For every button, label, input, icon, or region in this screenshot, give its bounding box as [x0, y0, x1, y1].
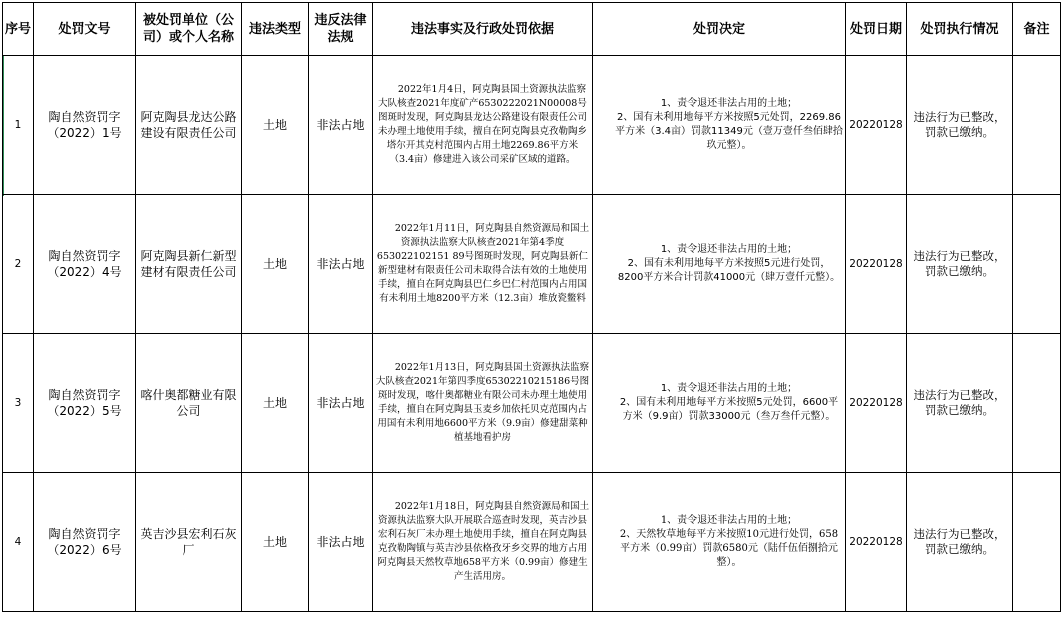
cell-seq[interactable]: 4	[3, 473, 34, 612]
decision-line-2: 2、国有未利用地每平方米按照5元进行处罚，8200平方米合计罚款41000元（肆万壹仟元整）。	[617, 258, 841, 283]
facts-text: 2022年1月11日，阿克陶县自然资源局和国土资源执法监察大队核查2021年第4季度653022102151 89号图斑时发现，阿克陶县新仁新型建材有限责任公司未取得合法有效的土地使用手续，擅自在阿克陶县巴仁乡巴仁村范围内占用国有未利用土地8200平方米（12.3亩）堆放瓷鳖料	[376, 223, 590, 304]
cell-type[interactable]: 土地	[242, 195, 309, 334]
cell-seq[interactable]: 2	[3, 195, 34, 334]
cell-remark[interactable]	[1013, 195, 1061, 334]
header-law[interactable]: 违反法律法规	[309, 3, 373, 56]
table-row	[3, 195, 1061, 334]
header-party[interactable]: 被处罚单位（公司）或个人名称	[136, 3, 242, 56]
cell-decision[interactable]	[593, 56, 846, 195]
decision-line-1: 1、责令退还非法占用的土地；	[660, 98, 798, 109]
cell-type[interactable]: 土地	[242, 334, 309, 473]
cell-law[interactable]: 非法占地	[309, 334, 373, 473]
decision-line-2: 2、天然牧草地每平方米按照10元进行处罚，658平方米（0.99亩）罚款6580元（陆仟伍佰捌拾元整）。	[619, 529, 839, 568]
header-type[interactable]: 违法类型	[242, 3, 309, 56]
cell-party[interactable]: 阿克陶县龙达公路建设有限责任公司	[136, 56, 242, 195]
facts-text: 2022年1月18日，阿克陶县自然资源局和国土资源执法监察大队开展联合巡查时发现，英吉沙县宏利石灰厂未办理土地使用手续，擅自在阿克陶县克孜勒陶镇与英吉沙县依格孜牙乡交界的地方占用阿克陶县天然牧草地658平方米（0.99亩）修建生产生活用房。	[377, 501, 590, 582]
cell-party[interactable]: 英吉沙县宏利石灰厂	[136, 473, 242, 612]
cell-exec[interactable]: 违法行为已整改，罚款已缴纳。	[907, 56, 1013, 195]
decision-line-1: 1、责令退还非法占用的土地；	[660, 515, 798, 526]
facts-text: 2022年1月4日，阿克陶县国土资源执法监察大队核查2021年度矿产6530222021N00008号图斑时发现，阿克陶县龙达公路建设有限责任公司未办理土地使用手续，擅自在阿克陶县克孜勒陶乡塔尔开其克村范围内占用土地2269.86平方米（3.4亩）修建进入该公司采矿区域的道路。	[377, 84, 587, 165]
cell-remark[interactable]	[1013, 473, 1061, 612]
decision-line-2: 2、国有未利用地每平方米按照5元处罚，2269.86平方米（3.4亩）罚款11349元（壹万壹仟叁佰肆拾玖元整）。	[615, 112, 843, 151]
header-facts[interactable]: 违法事实及行政处罚依据	[373, 3, 593, 56]
header-row	[3, 3, 1061, 56]
cell-doc-no[interactable]: 陶自然资罚字（2022）5号	[34, 334, 136, 473]
penalty-table	[2, 2, 1061, 612]
cell-party[interactable]: 阿克陶县新仁新型建材有限责任公司	[136, 195, 242, 334]
cell-doc-no[interactable]: 陶自然资罚字（2022）6号	[34, 473, 136, 612]
cell-law[interactable]: 非法占地	[309, 56, 373, 195]
header-doc-no[interactable]: 处罚文号	[34, 3, 136, 56]
cell-date[interactable]: 20220128	[846, 195, 907, 334]
cell-exec[interactable]: 违法行为已整改，罚款已缴纳。	[907, 195, 1013, 334]
cell-decision[interactable]	[593, 473, 846, 612]
decision-line-1: 1、责令退还非法占用的土地；	[660, 244, 798, 255]
header-seq[interactable]: 序号	[3, 3, 34, 56]
cell-facts[interactable]	[373, 473, 593, 612]
cell-decision[interactable]	[593, 334, 846, 473]
cell-remark[interactable]	[1013, 56, 1061, 195]
cell-remark[interactable]	[1013, 334, 1061, 473]
header-date[interactable]: 处罚日期	[846, 3, 907, 56]
cell-law[interactable]: 非法占地	[309, 195, 373, 334]
cell-seq[interactable]: 1	[3, 56, 34, 195]
cell-date[interactable]: 20220128	[846, 473, 907, 612]
cell-doc-no[interactable]: 陶自然资罚字（2022）4号	[34, 195, 136, 334]
decision-line-1: 1、责令退还非法占用的土地；	[660, 383, 798, 394]
cell-date[interactable]: 20220128	[846, 334, 907, 473]
header-remark[interactable]: 备注	[1013, 3, 1061, 56]
cell-date[interactable]: 20220128	[846, 56, 907, 195]
cell-facts[interactable]	[373, 195, 593, 334]
table-row	[3, 56, 1061, 195]
cell-law[interactable]: 非法占地	[309, 473, 373, 612]
cell-type[interactable]: 土地	[242, 473, 309, 612]
cell-exec[interactable]: 违法行为已整改，罚款已缴纳。	[907, 334, 1013, 473]
header-exec[interactable]: 处罚执行情况	[907, 3, 1013, 56]
header-decision[interactable]: 处罚决定	[593, 3, 846, 56]
cell-party[interactable]: 喀什奥都糖业有限公司	[136, 334, 242, 473]
table-row	[3, 473, 1061, 612]
cell-exec[interactable]: 违法行为已整改，罚款已缴纳。	[907, 473, 1013, 612]
cell-type[interactable]: 土地	[242, 56, 309, 195]
cell-facts[interactable]	[373, 334, 593, 473]
cell-decision[interactable]	[593, 195, 846, 334]
cell-facts[interactable]	[373, 56, 593, 195]
cell-seq[interactable]: 3	[3, 334, 34, 473]
facts-text: 2022年1月13日，阿克陶县国土资源执法监察大队核查2021年第四季度65302210215186号图斑时发现，喀什奥都糖业有限公司未办理土地使用手续，擅自在阿克陶县玉麦乡加依托贝克范围内占用国有未利用地6600平方米（9.9亩）修建甜菜种植基地看护房	[375, 362, 590, 443]
table-row	[3, 334, 1061, 473]
decision-line-2: 2、国有未利用地每平方米按照5元处罚，6600平方米（9.9亩）罚款33000元（叁万叁仟元整）。	[619, 397, 839, 422]
cell-doc-no[interactable]: 陶自然资罚字（2022）1号	[34, 56, 136, 195]
